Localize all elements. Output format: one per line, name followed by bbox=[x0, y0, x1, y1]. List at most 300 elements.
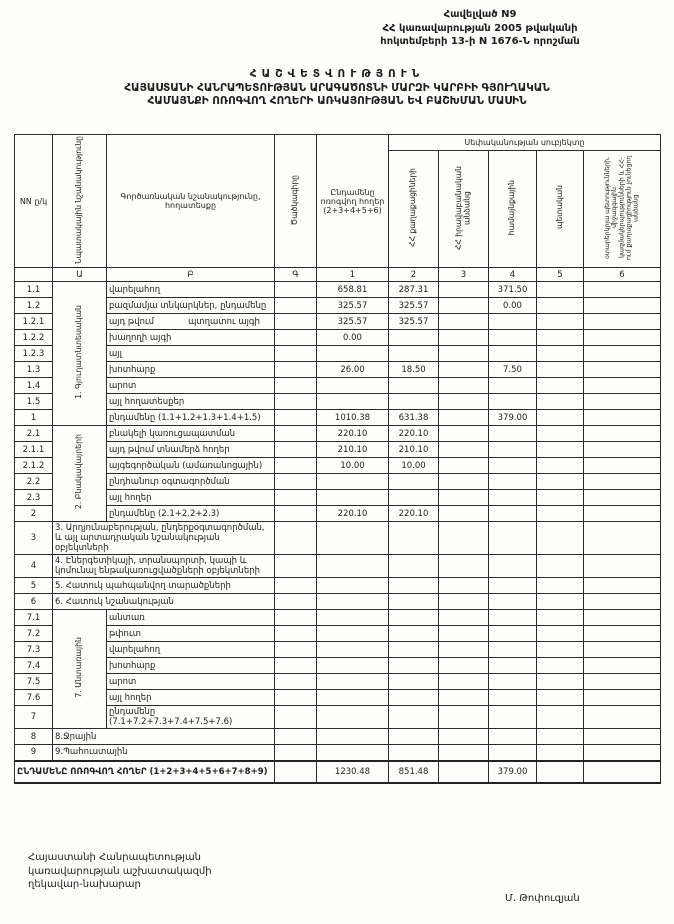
government-reference bbox=[290, 8, 670, 49]
value-cell: 379.00 bbox=[489, 761, 537, 783]
col-header-code bbox=[275, 135, 317, 268]
section-cell bbox=[53, 426, 107, 522]
section-vertical-label: 2. Բնակավայրերի bbox=[74, 434, 84, 510]
value-cell bbox=[537, 594, 584, 610]
value-cell: 325.57 bbox=[317, 298, 389, 314]
table-row bbox=[15, 298, 661, 314]
code-cell bbox=[275, 282, 317, 298]
value-cell: 10.00 bbox=[389, 458, 439, 474]
value-cell bbox=[317, 522, 389, 555]
value-cell: 325.57 bbox=[389, 298, 439, 314]
value-cell bbox=[439, 330, 489, 346]
table-row bbox=[15, 642, 661, 658]
value-cell bbox=[489, 729, 537, 745]
index-cell: Ա bbox=[53, 268, 107, 282]
row-label-cell: խաղողի այգի bbox=[107, 330, 275, 346]
value-cell bbox=[439, 490, 489, 506]
value-cell bbox=[584, 690, 661, 706]
value-cell: 220.10 bbox=[317, 426, 389, 442]
value-cell bbox=[439, 426, 489, 442]
value-cell bbox=[584, 314, 661, 330]
value-cell bbox=[439, 282, 489, 298]
value-cell bbox=[317, 578, 389, 594]
row-label-cell: արոտ bbox=[107, 674, 275, 690]
code-cell bbox=[275, 642, 317, 658]
community-label: համայնքային bbox=[507, 179, 517, 236]
footer-line-3: ղեկավար-նախարար bbox=[28, 879, 141, 890]
title-line-2: ՀԱՅԱՍՏԱՆԻ ՀԱՆՐԱՊԵՏՈՒԹՅԱՆ ԱՐԱԳԱԾՈՏՆԻ ՄԱՐԶԻ ԿԱՐԲԻԻ ԳՅՈՒՂԱԿԱՆ bbox=[124, 81, 550, 94]
row-label-cell: 5. Հատուկ պահպանվող տարածքների bbox=[53, 578, 275, 594]
row-label-cell: այլ հողեր bbox=[107, 690, 275, 706]
code-cell bbox=[275, 458, 317, 474]
purpose-vertical-label: Նպատակային նշանակությունը bbox=[74, 136, 84, 264]
index-cell: 2 bbox=[389, 268, 439, 282]
value-cell bbox=[537, 410, 584, 426]
row-number-cell: 1.3 bbox=[15, 362, 53, 378]
value-cell bbox=[489, 314, 537, 330]
value-cell bbox=[537, 674, 584, 690]
row-label-cell: թփուտ bbox=[107, 626, 275, 642]
value-cell bbox=[439, 674, 489, 690]
value-cell bbox=[489, 610, 537, 626]
value-cell bbox=[317, 346, 389, 362]
gov-decision-line: ՀՀ կառավարության 2005 թվականի bbox=[382, 22, 578, 34]
row-number-cell: 1.2.2 bbox=[15, 330, 53, 346]
table-row bbox=[15, 442, 661, 458]
value-cell bbox=[489, 442, 537, 458]
code-cell bbox=[275, 410, 317, 426]
value-cell bbox=[537, 458, 584, 474]
row-label-cell: այլ հողատեսքեր bbox=[107, 394, 275, 410]
value-cell bbox=[489, 555, 537, 578]
row-label-cell: վարելահող bbox=[107, 642, 275, 658]
row-number-cell: 6 bbox=[15, 594, 53, 610]
value-cell bbox=[537, 706, 584, 729]
value-cell bbox=[439, 298, 489, 314]
value-cell bbox=[439, 578, 489, 594]
value-cell bbox=[584, 474, 661, 490]
foreign-label: օտարերկրյա պետությունների, միջազգային կազմակերպությունների և ՀՀ-ում քաղաքացիություն չունեցող անձանց bbox=[604, 155, 640, 260]
code-cell bbox=[275, 745, 317, 761]
value-cell bbox=[389, 642, 439, 658]
table-row bbox=[15, 610, 661, 626]
table-row bbox=[15, 458, 661, 474]
row-label-right: պտղատու այգի bbox=[188, 316, 260, 327]
value-cell bbox=[317, 555, 389, 578]
value-cell bbox=[584, 506, 661, 522]
row-number-cell: 7.2 bbox=[15, 626, 53, 642]
value-cell bbox=[584, 594, 661, 610]
row-label-cell: այլ հողեր bbox=[107, 490, 275, 506]
value-cell bbox=[389, 330, 439, 346]
index-cell: 3 bbox=[439, 268, 489, 282]
value-cell bbox=[389, 378, 439, 394]
table-row bbox=[15, 282, 661, 298]
value-cell bbox=[317, 490, 389, 506]
table-row bbox=[15, 362, 661, 378]
code-cell bbox=[275, 314, 317, 330]
row-number-cell: 4 bbox=[15, 555, 53, 578]
value-cell bbox=[389, 610, 439, 626]
code-cell bbox=[275, 610, 317, 626]
value-cell bbox=[439, 690, 489, 706]
row-number-cell: 8 bbox=[15, 729, 53, 745]
table-row bbox=[15, 506, 661, 522]
row-number-cell: 7.1 bbox=[15, 610, 53, 626]
value-cell bbox=[439, 761, 489, 783]
code-cell bbox=[275, 674, 317, 690]
value-cell bbox=[584, 706, 661, 729]
value-cell bbox=[439, 474, 489, 490]
value-cell bbox=[537, 745, 584, 761]
value-cell bbox=[439, 378, 489, 394]
value-cell bbox=[439, 729, 489, 745]
value-cell bbox=[317, 658, 389, 674]
value-cell bbox=[584, 282, 661, 298]
value-cell bbox=[317, 706, 389, 729]
col-header-purpose bbox=[53, 135, 107, 268]
value-cell bbox=[439, 610, 489, 626]
table-row bbox=[15, 346, 661, 362]
value-cell bbox=[389, 474, 439, 490]
value-cell bbox=[317, 642, 389, 658]
code-cell bbox=[275, 362, 317, 378]
code-vertical-label: Ծածկագիրը bbox=[290, 174, 300, 226]
row-number-cell: 5 bbox=[15, 578, 53, 594]
value-cell bbox=[489, 578, 537, 594]
value-cell bbox=[489, 458, 537, 474]
value-cell bbox=[537, 555, 584, 578]
document-title bbox=[0, 68, 674, 109]
code-cell bbox=[275, 706, 317, 729]
value-cell bbox=[389, 745, 439, 761]
section-cell bbox=[53, 282, 107, 426]
title-report-word: ՀԱՇՎԵՏՎՈՒԹՅՈՒՆ bbox=[249, 68, 425, 80]
value-cell bbox=[584, 346, 661, 362]
row-label-cell: խոտհարք bbox=[107, 658, 275, 674]
value-cell bbox=[317, 626, 389, 642]
column-index-row bbox=[15, 268, 661, 282]
table-row bbox=[15, 474, 661, 490]
value-cell: 658.81 bbox=[317, 282, 389, 298]
col-header-total-irrigated: Ընդամենը ոռոգվող հողեր (2+3+4+5+6) bbox=[317, 135, 389, 268]
value-cell bbox=[584, 745, 661, 761]
value-cell bbox=[584, 362, 661, 378]
ra-citizens-label: ՀՀ քաղաքացիների bbox=[408, 168, 418, 247]
col-header-legal-persons bbox=[439, 151, 489, 268]
value-cell bbox=[537, 282, 584, 298]
table-row bbox=[15, 729, 661, 745]
row-number-cell: 1.2.1 bbox=[15, 314, 53, 330]
value-cell bbox=[584, 729, 661, 745]
row-number-cell: 2.1 bbox=[15, 426, 53, 442]
index-cell: Գ bbox=[275, 268, 317, 282]
section-vertical-label: 1. Գյուղատնտեսական bbox=[74, 305, 84, 399]
table-row bbox=[15, 690, 661, 706]
value-cell bbox=[389, 490, 439, 506]
footer-line-2: կառավարության աշխատակազմի bbox=[28, 865, 212, 877]
row-number-cell: 2.3 bbox=[15, 490, 53, 506]
value-cell bbox=[537, 394, 584, 410]
row-label-cell: այլ bbox=[107, 346, 275, 362]
value-cell bbox=[389, 706, 439, 729]
value-cell bbox=[537, 314, 584, 330]
col-header-nn: NN ը/կ bbox=[15, 135, 53, 268]
row-number-cell: 1.4 bbox=[15, 378, 53, 394]
table-row bbox=[15, 594, 661, 610]
index-cell bbox=[15, 268, 53, 282]
value-cell bbox=[584, 674, 661, 690]
value-cell bbox=[584, 658, 661, 674]
value-cell bbox=[389, 522, 439, 555]
value-cell bbox=[317, 745, 389, 761]
code-cell bbox=[275, 578, 317, 594]
table-row bbox=[15, 745, 661, 761]
value-cell bbox=[537, 610, 584, 626]
value-cell bbox=[439, 314, 489, 330]
value-cell bbox=[489, 506, 537, 522]
row-label-cell: 9.Պահուստային bbox=[53, 745, 275, 761]
row-label-cell: վարելահող bbox=[107, 282, 275, 298]
code-cell bbox=[275, 658, 317, 674]
row-number-cell: 3 bbox=[15, 522, 53, 555]
value-cell bbox=[489, 522, 537, 555]
row-number-cell: 7.5 bbox=[15, 674, 53, 690]
value-cell bbox=[537, 426, 584, 442]
table-row bbox=[15, 626, 661, 642]
row-number-cell: 2 bbox=[15, 506, 53, 522]
row-label-cell: խոտհարք bbox=[107, 362, 275, 378]
value-cell bbox=[584, 298, 661, 314]
value-cell bbox=[537, 490, 584, 506]
section-cell bbox=[53, 610, 107, 729]
value-cell bbox=[439, 394, 489, 410]
value-cell bbox=[537, 761, 584, 783]
value-cell bbox=[389, 594, 439, 610]
row-number-cell: 2.2 bbox=[15, 474, 53, 490]
row-label-cell: 4. Էներգետիկայի, տրանսպորտի, կապի և կոմունալ ենթակառուցվածքների օբյեկտների bbox=[53, 555, 275, 578]
value-cell bbox=[537, 298, 584, 314]
row-label-cell bbox=[107, 314, 275, 330]
value-cell: 220.10 bbox=[317, 506, 389, 522]
value-cell bbox=[489, 658, 537, 674]
value-cell bbox=[439, 626, 489, 642]
value-cell bbox=[439, 506, 489, 522]
value-cell bbox=[584, 410, 661, 426]
row-number-cell: 7.6 bbox=[15, 690, 53, 706]
value-cell bbox=[584, 490, 661, 506]
table-row bbox=[15, 706, 661, 729]
value-cell: 1010.38 bbox=[317, 410, 389, 426]
land-report-table bbox=[14, 134, 661, 784]
value-cell bbox=[584, 458, 661, 474]
value-cell bbox=[489, 674, 537, 690]
table-row bbox=[15, 330, 661, 346]
table-row bbox=[15, 555, 661, 578]
row-label-cell: այդ թվում տնամերձ հողեր bbox=[107, 442, 275, 458]
row-number-cell: 1.5 bbox=[15, 394, 53, 410]
code-cell bbox=[275, 346, 317, 362]
row-number-cell: 1.2.3 bbox=[15, 346, 53, 362]
row-label-cell: 8.Ջրային bbox=[53, 729, 275, 745]
value-cell bbox=[489, 378, 537, 394]
code-cell bbox=[275, 490, 317, 506]
value-cell bbox=[389, 394, 439, 410]
value-cell: 10.00 bbox=[317, 458, 389, 474]
value-cell bbox=[317, 729, 389, 745]
code-cell bbox=[275, 394, 317, 410]
value-cell bbox=[584, 610, 661, 626]
row-number-cell: 7 bbox=[15, 706, 53, 729]
value-cell bbox=[489, 626, 537, 642]
value-cell bbox=[489, 346, 537, 362]
code-cell bbox=[275, 594, 317, 610]
value-cell bbox=[439, 555, 489, 578]
code-cell bbox=[275, 761, 317, 783]
value-cell bbox=[489, 706, 537, 729]
value-cell bbox=[537, 658, 584, 674]
col-header-foreign bbox=[584, 151, 661, 268]
value-cell bbox=[584, 578, 661, 594]
code-cell bbox=[275, 506, 317, 522]
code-cell bbox=[275, 426, 317, 442]
value-cell bbox=[439, 346, 489, 362]
state-label: պետական bbox=[554, 185, 564, 230]
table-row bbox=[15, 394, 661, 410]
value-cell bbox=[389, 626, 439, 642]
value-cell bbox=[489, 490, 537, 506]
value-cell bbox=[537, 578, 584, 594]
value-cell bbox=[389, 658, 439, 674]
value-cell bbox=[537, 729, 584, 745]
value-cell bbox=[537, 690, 584, 706]
table-row bbox=[15, 522, 661, 555]
value-cell: 371.50 bbox=[489, 282, 537, 298]
table-row bbox=[15, 674, 661, 690]
code-cell bbox=[275, 474, 317, 490]
row-number-cell: 1 bbox=[15, 410, 53, 426]
value-cell bbox=[439, 658, 489, 674]
value-cell: 26.00 bbox=[317, 362, 389, 378]
value-cell bbox=[537, 362, 584, 378]
value-cell bbox=[317, 474, 389, 490]
value-cell bbox=[439, 410, 489, 426]
col-header-community bbox=[489, 151, 537, 268]
value-cell bbox=[584, 378, 661, 394]
value-cell: 18.50 bbox=[389, 362, 439, 378]
value-cell: 0.00 bbox=[489, 298, 537, 314]
value-cell bbox=[584, 761, 661, 783]
code-cell bbox=[275, 729, 317, 745]
value-cell bbox=[584, 442, 661, 458]
value-cell bbox=[317, 610, 389, 626]
value-cell bbox=[317, 594, 389, 610]
row-label-cell: ընդամենը (7.1+7.2+7.3+7.4+7.5+7.6) bbox=[107, 706, 275, 729]
value-cell bbox=[537, 506, 584, 522]
legal-persons-label: ՀՀ իրավաբանական անձանց bbox=[453, 165, 472, 250]
value-cell bbox=[317, 394, 389, 410]
row-number-cell: 1.2 bbox=[15, 298, 53, 314]
value-cell bbox=[317, 378, 389, 394]
row-label-cell: բազմամյա տնկարկներ, ընդամենը bbox=[107, 298, 275, 314]
value-cell bbox=[537, 442, 584, 458]
row-number-cell: 7.3 bbox=[15, 642, 53, 658]
value-cell bbox=[584, 642, 661, 658]
value-cell bbox=[389, 674, 439, 690]
value-cell: 210.10 bbox=[389, 442, 439, 458]
value-cell bbox=[584, 626, 661, 642]
value-cell bbox=[584, 426, 661, 442]
row-label-left: այդ թվում bbox=[109, 316, 155, 327]
value-cell bbox=[439, 642, 489, 658]
value-cell bbox=[489, 745, 537, 761]
value-cell bbox=[439, 458, 489, 474]
value-cell bbox=[489, 394, 537, 410]
value-cell: 325.57 bbox=[389, 314, 439, 330]
value-cell: 1230.48 bbox=[317, 761, 389, 783]
table-row bbox=[15, 426, 661, 442]
signature-name: Մ. Թոփուզյան bbox=[505, 893, 580, 904]
row-number-cell: 2.1.1 bbox=[15, 442, 53, 458]
index-cell: 1 bbox=[317, 268, 389, 282]
code-cell bbox=[275, 442, 317, 458]
row-label-cell: 3. Արդյունաբերության, ընդերքօգտագործման, և այլ արտադրական նշանակության օբյեկտների bbox=[53, 522, 275, 555]
grand-total-row bbox=[15, 761, 661, 783]
code-cell bbox=[275, 626, 317, 642]
index-cell: Բ bbox=[107, 268, 275, 282]
value-cell bbox=[584, 330, 661, 346]
code-cell bbox=[275, 378, 317, 394]
table-body bbox=[15, 282, 661, 783]
gov-decision-date: հոկտեմբերի 13-ի N 1676-Ն որոշման bbox=[380, 36, 580, 47]
value-cell bbox=[537, 522, 584, 555]
value-cell bbox=[537, 474, 584, 490]
value-cell bbox=[389, 346, 439, 362]
section-vertical-label: 7. Անտառային bbox=[74, 637, 84, 698]
value-cell: 851.48 bbox=[389, 761, 439, 783]
index-cell: 6 bbox=[584, 268, 661, 282]
value-cell: 220.10 bbox=[389, 426, 439, 442]
value-cell bbox=[439, 442, 489, 458]
value-cell bbox=[389, 690, 439, 706]
table-row bbox=[15, 314, 661, 330]
signatory-title-block bbox=[28, 851, 212, 892]
value-cell bbox=[489, 426, 537, 442]
row-number-cell: 2.1.2 bbox=[15, 458, 53, 474]
value-cell bbox=[439, 362, 489, 378]
value-cell bbox=[439, 522, 489, 555]
row-label-cell: այգեգործական (ամառանոցային) bbox=[107, 458, 275, 474]
value-cell bbox=[537, 330, 584, 346]
value-cell bbox=[537, 626, 584, 642]
value-cell bbox=[537, 378, 584, 394]
code-cell bbox=[275, 330, 317, 346]
value-cell bbox=[389, 729, 439, 745]
row-number-cell: 9 bbox=[15, 745, 53, 761]
value-cell: 325.57 bbox=[317, 314, 389, 330]
value-cell bbox=[317, 690, 389, 706]
table-row bbox=[15, 578, 661, 594]
value-cell bbox=[537, 346, 584, 362]
value-cell: 379.00 bbox=[489, 410, 537, 426]
grand-total-label: ԸՆԴԱՄԵՆԸ ՈՌՈԳՎՈՂ ՀՈՂԵՐ (1+2+3+4+5+6+7+8+9) bbox=[15, 761, 275, 783]
value-cell bbox=[584, 555, 661, 578]
row-number-cell: 7.4 bbox=[15, 658, 53, 674]
value-cell: 220.10 bbox=[389, 506, 439, 522]
row-label-cell: 6. Հատուկ նշանակության bbox=[53, 594, 275, 610]
value-cell: 210.10 bbox=[317, 442, 389, 458]
value-cell: 287.31 bbox=[389, 282, 439, 298]
